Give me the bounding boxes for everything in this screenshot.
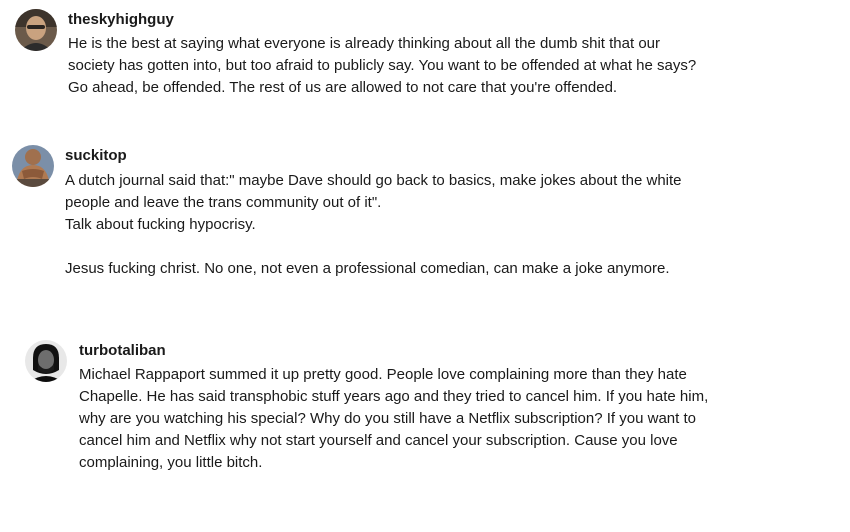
comment-line: Michael Rappaport summed it up pretty good. People love complaining more than they hate — [79, 366, 687, 383]
comment-line: He is the best at saying what everyone is already thinking about all the dumb shit that our — [68, 35, 661, 52]
comment-body — [65, 170, 682, 280]
comment-username[interactable]: turbotaliban — [79, 342, 166, 359]
comment-line: society has gotten into, but too afraid to publicly say. You want to be offended at what he says? — [68, 57, 697, 74]
comment-line: complaining, you little bitch. — [79, 454, 263, 471]
comment-line: Talk about fucking hypocrisy. — [65, 216, 256, 233]
comment-body — [68, 33, 696, 99]
comment-line-blank — [65, 236, 682, 258]
comment-username[interactable]: theskyhighguy — [68, 11, 174, 28]
comment-line: Chapelle. He has said transphobic stuff years ago and they tried to cancel him. If you hate him, — [79, 388, 709, 405]
comment-line: why are you watching his special? Why do you still have a Netflix subscription? If you want to — [79, 410, 696, 427]
comment-line: cancel him and Netflix why not start yourself and cancel your subscription. Cause you love — [79, 432, 678, 449]
comment-line: people and leave the trans community out of it". — [65, 194, 382, 211]
comment-body — [79, 364, 708, 474]
user-avatar-icon[interactable] — [25, 340, 67, 382]
comment-line: Jesus fucking christ. No one, not even a professional comedian, can make a joke anymore. — [65, 260, 670, 277]
user-avatar-icon[interactable] — [15, 9, 57, 51]
user-avatar-icon[interactable] — [12, 145, 54, 187]
comment-line: Go ahead, be offended. The rest of us are allowed to not care that you're offended. — [68, 79, 618, 96]
comment-line: A dutch journal said that:" maybe Dave should go back to basics, make jokes about the white — [65, 172, 682, 189]
comment-username[interactable]: suckitop — [65, 147, 127, 164]
